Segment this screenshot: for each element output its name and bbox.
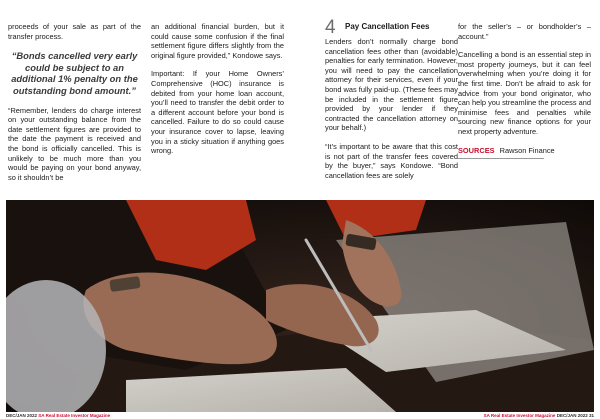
column3-paragraph-2: “It’s important to be aware that this cost is not part of the transfer fees covered by the buyer,” says Kondowe. “Bond cancellation fees are solely — [325, 141, 458, 180]
column2-paragraph-1: an additional financial burden, but it could cause some confusion if the final settlement figure differs slightly from the original figure provided,” Kondowe says. — [151, 22, 284, 60]
column1-paragraph-2: “Remember, lenders do charge interest on your outstanding balance from the date settlement figures are provided to the date the payment is received and the bond is officially cancelled. This is unlikely to be much more than you would be paying on your bond anyway, so it shouldn’t be — [8, 105, 141, 182]
section-title: Pay Cancellation Fees — [345, 22, 430, 31]
footer-right-title: SA Real Estate Investor Magazine — [483, 413, 556, 418]
sources-value: Rawson Finance — [499, 145, 555, 155]
photo-shade — [6, 200, 594, 412]
photo-illustration — [6, 200, 594, 412]
footer-left-title: SA Real Estate Investor Magazine — [38, 413, 111, 418]
article-column-2 — [151, 22, 284, 165]
sources-rule — [458, 158, 544, 159]
section-number: 4 — [325, 17, 336, 38]
sources-line — [458, 146, 591, 156]
column4-paragraph-1: for the seller’s – or bondholder’s – account.” — [458, 22, 591, 41]
section-heading — [325, 17, 458, 38]
footer-left-date: DEC/JAN 2022 — [6, 413, 38, 418]
hands-signing-document-photo — [6, 200, 594, 412]
footer-right — [484, 413, 594, 418]
footer-right-date: DEC/JAN 2022 — [556, 413, 588, 418]
article-column-1 — [8, 22, 141, 191]
sources-label: SOURCES — [458, 145, 495, 155]
page-number: 31 — [588, 413, 594, 418]
pull-quote: “Bonds cancelled very early could be subject to an additional 1% penalty on the outstanding bond amount.” — [11, 50, 138, 96]
column2-paragraph-2: Important: If your Home Owners’ Comprehensive (HOC) insurance is debited from your home loan account, you’ll need to transfer the debit order to a different account before your bond is cancelled. Failure to do so could cause your insurance cover to lapse, leaving you in a sticky situation if anything goes wrong. — [151, 69, 284, 156]
column1-paragraph-1: proceeds of your sale as part of the transfer process. — [8, 22, 141, 41]
article-column-4 — [458, 22, 591, 159]
column4-paragraph-2: Cancelling a bond is an essential step in most property journeys, but it can feel overwhelming when you’re doing it for the first time. Don’t be afraid to ask for advice from your bond originator, who can help you streamline the process and minimise fees and penalties while sourcing new finance options for your next property adventure. — [458, 50, 591, 136]
column3-paragraph-1: Lenders don’t normally charge bond cancellation fees other than (avoidable) penalties for early termination. However, you will need to pay the cancellation attorney for their services, even if your bond was fully paid-up. (These fees may be included in the settlement figure provided by your lender if they contracted the cancellation attorney on your behalf.) — [325, 37, 458, 133]
article-column-3 — [325, 17, 458, 189]
footer-left — [6, 413, 110, 418]
